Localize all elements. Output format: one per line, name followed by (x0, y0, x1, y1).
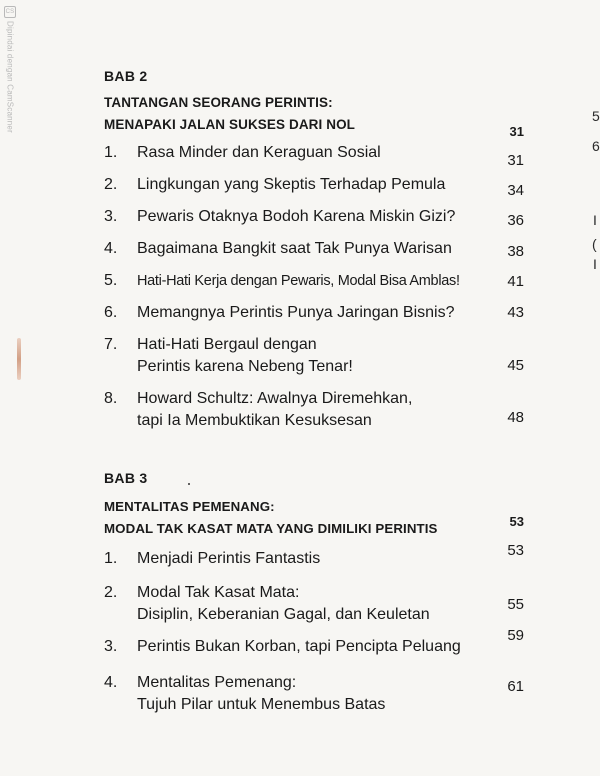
entry-title: Perintis Bukan Korban, tapi Pencipta Peluang (137, 638, 461, 655)
entry-title: Hati-Hati Bergaul dengan Perintis karena Nebeng Tenar! (137, 336, 353, 375)
edge-fragment: ( (592, 236, 597, 252)
edge-fragment: I (593, 212, 597, 228)
entry-page: 53 (507, 542, 524, 559)
scanner-watermark (4, 6, 16, 133)
margin-stain (17, 338, 21, 380)
chapter-3-title-line-1: MENTALITAS PEMENANG: (104, 499, 275, 514)
chapter-2-title-line-2: MENAPAKI JALAN SUKSES DARI NOL (104, 117, 356, 132)
chapter-3-label: BAB 3 (104, 470, 148, 486)
entry-title: Bagaimana Bangkit saat Tak Punya Warisan (137, 240, 452, 257)
entry-title: Rasa Minder dan Keraguan Sosial (137, 144, 381, 161)
entry-page: 31 (507, 152, 524, 169)
entry-number: 5. (104, 272, 118, 289)
entry-page: 48 (507, 409, 524, 426)
camscanner-logo-icon: CS (4, 6, 16, 18)
chapter-2-page: 31 (509, 124, 524, 139)
entry-number: 3. (104, 208, 118, 225)
entry-number: 2. (104, 584, 118, 601)
entry-title: Lingkungan yang Skeptis Terhadap Pemula (137, 176, 446, 193)
chapter-3-title (104, 496, 438, 540)
chapter-2-label: BAB 2 (104, 68, 148, 84)
entry-number: 2. (104, 176, 118, 193)
entry-title: Pewaris Otaknya Bodoh Karena Miskin Gizi? (137, 208, 456, 225)
entry-page: 59 (507, 627, 524, 644)
entry-page: 43 (507, 304, 524, 321)
entry-title: Modal Tak Kasat Mata: Disiplin, Keberanian Gagal, dan Keuletan (137, 584, 430, 623)
entry-number: 4. (104, 240, 118, 257)
entry-page: 34 (507, 182, 524, 199)
entry-number: 6. (104, 304, 118, 321)
entry-page: 41 (507, 273, 524, 290)
entry-title: Menjadi Perintis Fantastis (137, 550, 321, 567)
entry-number: 1. (104, 550, 118, 567)
entry-number: 3. (104, 638, 118, 655)
chapter-3-page: 53 (509, 514, 524, 529)
entry-page: 36 (507, 212, 524, 229)
edge-fragment: 5 (592, 108, 600, 124)
entry-title: Memangnya Perintis Punya Jaringan Bisnis? (137, 304, 455, 321)
chapter-2-title-line-1: TANTANGAN SEORANG PERINTIS: (104, 95, 333, 110)
entry-number: 4. (104, 674, 118, 691)
entry-title: Hati-Hati Kerja dengan Pewaris, Modal Bisa Amblas! (137, 273, 460, 289)
entry-title: Howard Schultz: Awalnya Diremehkan, tapi Ia Membuktikan Kesuksesan (137, 390, 413, 429)
chapter-3-title-line-2: MODAL TAK KASAT MATA YANG DIMILIKI PERINTIS (104, 521, 438, 536)
entry-number: 7. (104, 336, 118, 353)
edge-fragment: 6 (592, 138, 600, 154)
entry-number: 8. (104, 390, 118, 407)
entry-page: 45 (507, 357, 524, 374)
chapter-2-title (104, 92, 355, 136)
edge-fragment: I (593, 256, 597, 272)
watermark-text: Dipindai dengan CamScanner (5, 21, 15, 133)
entry-page: 38 (507, 243, 524, 260)
speck (188, 483, 190, 485)
entry-page: 61 (507, 678, 524, 695)
entry-page: 55 (507, 596, 524, 613)
entry-title: Mentalitas Pemenang: Tujuh Pilar untuk Menembus Batas (137, 674, 386, 713)
entry-number: 1. (104, 144, 118, 161)
